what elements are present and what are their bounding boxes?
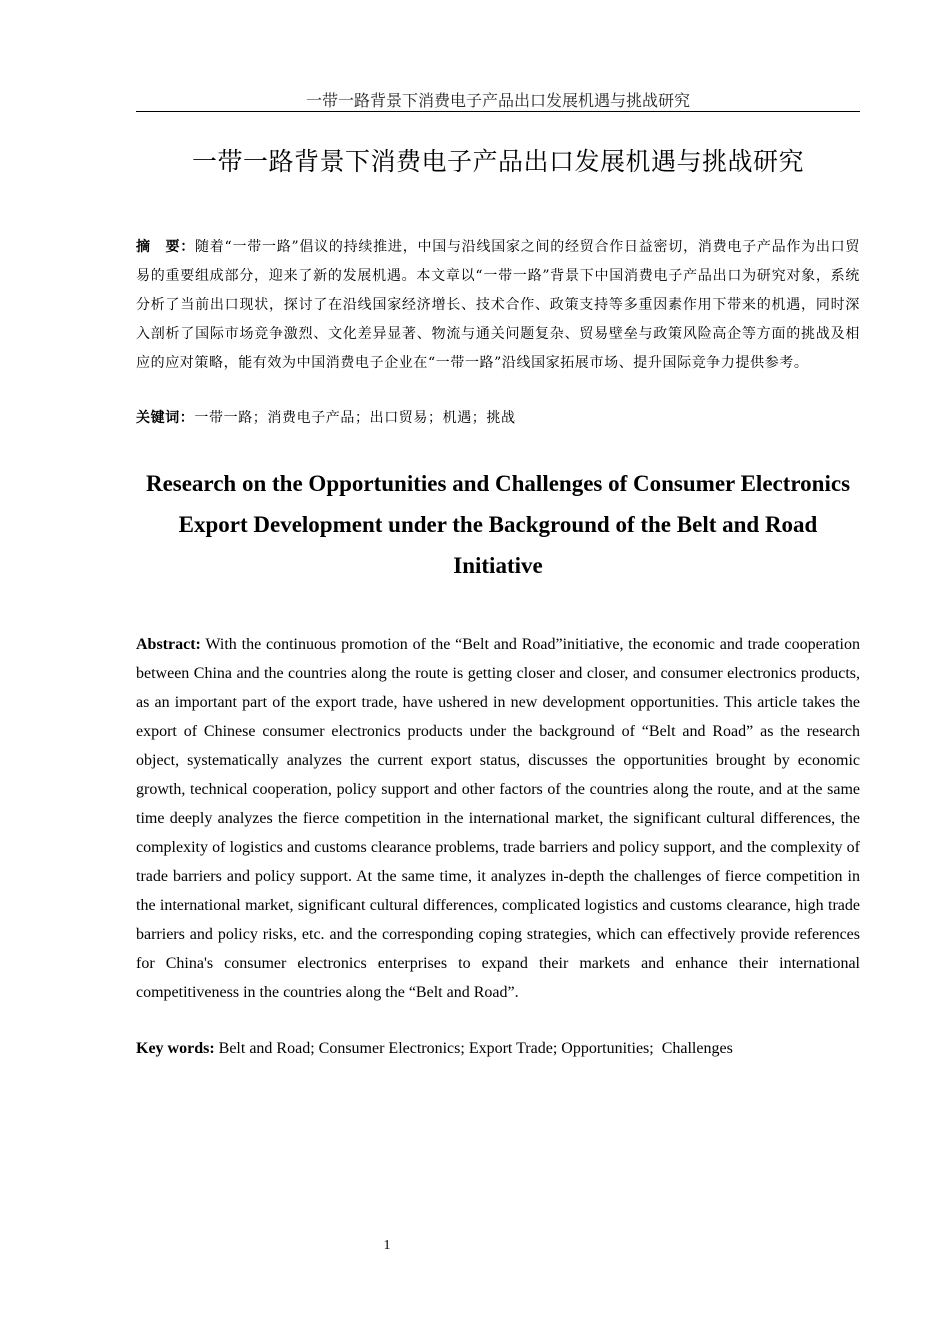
chinese-keywords-label: 关键词： xyxy=(136,410,195,426)
page-number: 1 xyxy=(383,1238,391,1253)
chinese-keywords xyxy=(136,405,860,431)
english-keywords-label: Key words: xyxy=(136,1040,215,1057)
header-rule xyxy=(136,111,860,112)
chinese-abstract xyxy=(136,233,860,378)
chinese-abstract-text: 随着“一带一路”倡议的持续推进，中国与沿线国家之间的经贸合作日益密切，消费电子产品作为出口贸易的重要组成部分，迎来了新的发展机遇。本文章以“一带一路”背景下中国消费电子产品出口为研究对象，系统分析了当前出口现状，探讨了在沿线国家经济增长、技术合作、政策支持等多重因素作用下带来的机遇，同时深入剖析了国际市场竞争激烈、文化差异显著、物流与通关问题复杂、贸易壁垒与政策风险高企等方面的挑战及相应的应对策略，能有效为中国消费电子企业在“一带一路”沿线国家拓展市场、提升国际竞争力提供参考。 xyxy=(136,239,860,371)
running-header: 一带一路背景下消费电子产品出口发展机遇与挑战研究 xyxy=(305,91,690,110)
english-abstract xyxy=(136,630,860,1007)
english-title: Research on the Opportunities and Challenges of Consumer Electronics Export Development under the Background of the Belt and Road Initiative xyxy=(145,471,851,578)
chinese-abstract-label: 摘 要： xyxy=(136,239,196,255)
english-keywords-text: Belt and Road; Consumer Electronics; Export Trade; Opportunities; Challenges xyxy=(214,1040,733,1057)
english-abstract-text: With the continuous promotion of the “Belt and Road”initiative, the economic and trade cooperation between China and the countries along the route is getting closer and closer, and consumer electronics products, as an important part of the export trade, have ushered in new development opportunities. This article takes the export of Chinese consumer electronics products under the background of “Belt and Road” as the research object, systematically analyzes the current export status, discusses the opportunities brought by economic growth, technical cooperation, policy support and other factors of the countries along the route, and at the same time deeply analyzes the fierce competition in the international market, the significant cultural differences, the complexity of logistics and customs clearance problems, trade barriers and policy support, and the complexity of trade barriers and policy support. At the same time, it analyzes in-depth the challenges of fierce competition in the international market, significant cultural differences, complicated logistics and customs clearance, high trade barriers and policy risks, etc. and the corresponding coping strategies, which can effectively provide references for China's consumer electronics enterprises to expand their markets and enhance their international competitiveness in the countries along the “Belt and Road”. xyxy=(136,636,860,1001)
chinese-title: 一带一路背景下消费电子产品出口发展机遇与挑战研究 xyxy=(191,147,804,176)
english-abstract-label: Abstract: xyxy=(136,636,201,653)
chinese-keywords-text: 一带一路；消费电子产品；出口贸易；机遇；挑战 xyxy=(194,410,516,426)
english-keywords xyxy=(136,1036,860,1062)
